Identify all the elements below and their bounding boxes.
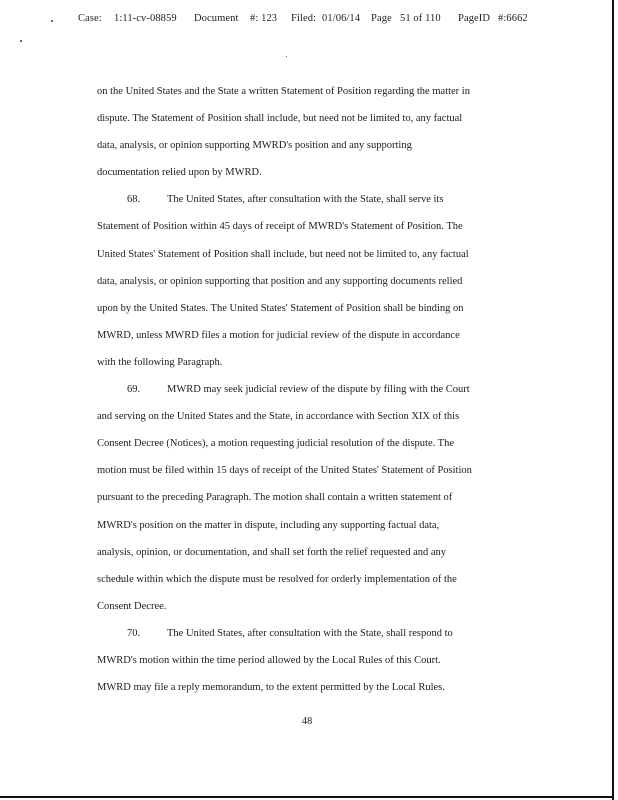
- body-line: United States' Statement of Position shall include, but need not be limited to, any factual: [97, 248, 469, 260]
- scan-speck: [286, 56, 287, 57]
- body-line: Consent Decree.: [97, 600, 167, 612]
- body-line: MWRD's motion within the time period allowed by the Local Rules of this Court.: [97, 654, 441, 666]
- page-right-edge: [612, 0, 614, 800]
- filed-label: Filed:: [291, 13, 317, 24]
- body-line: upon by the United States. The United States' Statement of Position shall be binding on: [97, 302, 464, 314]
- scan-speck: [20, 40, 22, 42]
- case-number: 1:11-cv-08859: [114, 13, 177, 24]
- paragraph-70-text: The United States, after consultation with the State, shall respond to: [167, 627, 453, 639]
- paragraph-68-number: 68.: [127, 194, 141, 206]
- pageid-value: #:6662: [498, 13, 528, 24]
- body-line: MWRD may file a reply memorandum, to the extent permitted by the Local Rules.: [97, 682, 445, 694]
- paragraph-69-number: 69.: [127, 384, 141, 396]
- document-body: [97, 78, 522, 701]
- paragraph-68-first-line: [97, 186, 522, 213]
- body-line: documentation relied upon by MWRD.: [97, 167, 262, 179]
- page-bottom-edge: [0, 796, 614, 798]
- body-line: data, analysis, or opinion supporting MWRD's position and any supporting: [97, 140, 412, 152]
- page-number: 48: [301, 716, 313, 727]
- paragraph-68-text: The United States, after consultation with the State, shall serve its: [167, 194, 444, 206]
- paragraph-70-number: 70.: [127, 627, 141, 639]
- document-number: #: 123: [250, 13, 278, 24]
- pageid-label: PageID: [458, 13, 491, 24]
- page-label: Page: [371, 13, 392, 24]
- body-line: MWRD's position on the matter in dispute, including any supporting factual data,: [97, 519, 440, 531]
- body-line: and serving on the United States and the State, in accordance with Section XIX of this: [97, 411, 460, 423]
- body-line: pursuant to the preceding Paragraph. The motion shall contain a written statement of: [97, 492, 453, 504]
- body-line: analysis, opinion, or documentation, and shall set forth the relief requested and any: [97, 546, 447, 558]
- body-line: motion must be filed within 15 days of receipt of the United States' Statement of Position: [97, 465, 472, 477]
- body-line: schedule within which the dispute must be resolved for orderly implementation of the: [97, 573, 457, 585]
- body-line: with the following Paragraph.: [97, 356, 223, 368]
- paragraph-69-text: MWRD may seek judicial review of the dispute by filing with the Court: [167, 384, 470, 396]
- filed-date: 01/06/14: [322, 13, 361, 24]
- body-line: dispute. The Statement of Position shall include, but need not be limited to, any factual: [97, 113, 463, 125]
- body-line: Consent Decree (Notices), a motion requesting judicial resolution of the dispute. The: [97, 438, 455, 450]
- body-line: MWRD, unless MWRD files a motion for judicial review of the dispute in accordance: [97, 329, 460, 341]
- paragraph-70-first-line: [97, 620, 522, 647]
- page-of: 51 of 110: [400, 13, 441, 24]
- body-line: on the United States and the State a written Statement of Position regarding the matter in: [97, 86, 470, 97]
- paragraph-69-first-line: [97, 376, 522, 403]
- scan-speck: [51, 20, 53, 22]
- document-label: Document: [194, 13, 239, 24]
- case-label: Case:: [78, 13, 102, 24]
- body-line: Statement of Position within 45 days of receipt of MWRD's Statement of Position. The: [97, 221, 463, 233]
- body-line: data, analysis, or opinion supporting that position and any supporting documents relied: [97, 275, 463, 287]
